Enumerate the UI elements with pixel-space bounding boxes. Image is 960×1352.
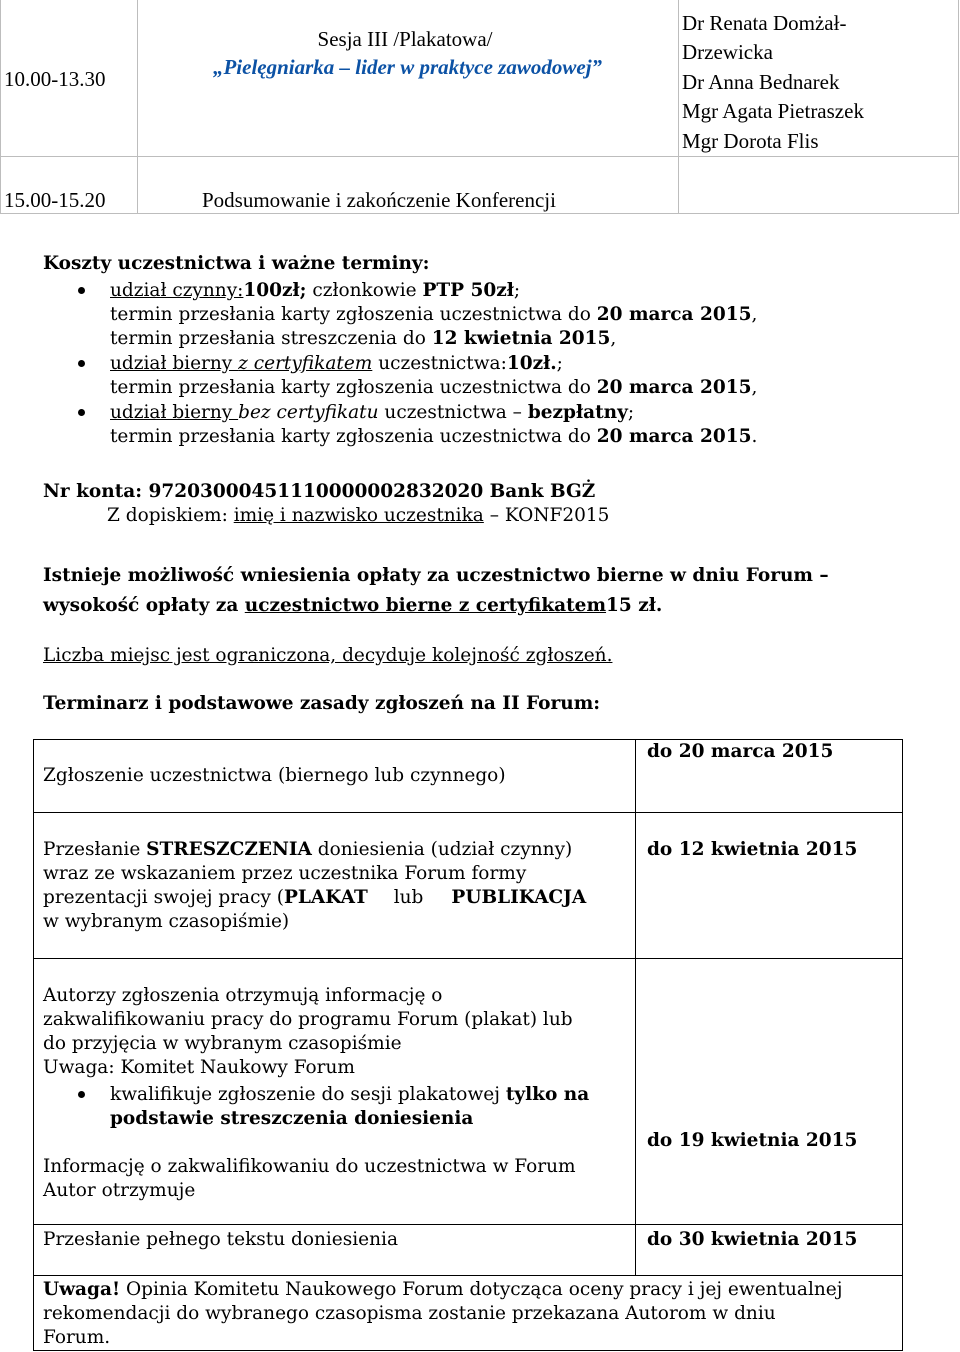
qualification-rule-2: podstawie streszczenia doniesienia: [110, 1108, 474, 1129]
cost-active-deadline-abstract: termin przesłania streszczenia do 12 kwietnia 2015,: [110, 328, 617, 349]
bullet-icon: [78, 1091, 85, 1098]
bullet-icon: [78, 360, 85, 367]
schedule-time-2: 15.00-15.20: [4, 188, 106, 212]
schedule-time-1: 10.00-13.30: [4, 67, 106, 91]
bullet-icon: [78, 287, 85, 294]
deadline-fulltext-date: do 30 kwietnia 2015: [647, 1229, 858, 1250]
limit-note: Liczba miejsc jest ograniczona, decyduje kolejność zgłoszeń.: [43, 645, 613, 666]
speaker-line: Dr Anna Bednarek: [682, 69, 840, 94]
schedule-speakers: [682, 9, 864, 156]
cost-passive-cert: udział bierny z certyfikatem uczestnictwa:10zł.;: [110, 353, 563, 374]
speaker-line: Mgr Dorota Flis: [682, 128, 819, 153]
deadline-qualification-text: Autorzy zgłoszenia otrzymują informację o zakwalifikowaniu pracy do programu Forum (plakat) lub do przyjęcia w wybranym czasopiśmie Uwaga: Komitet Naukowy Forum: [43, 985, 573, 1078]
account-note: Z dopiskiem: imię i nazwisko uczestnika – KONF2015: [107, 505, 610, 526]
schedule-session-subtitle: „Pielęgniarka – lider w praktyce zawodowej”: [212, 55, 603, 79]
forum-fee-line1: Istnieje możliwość wniesienia opłaty za uczestnictwo bierne w dniu Forum –: [43, 565, 829, 586]
deadline-registration-text: Zgłoszenie uczestnictwa (biernego lub czynnego): [43, 765, 506, 786]
cost-passive-cert-deadline: termin przesłania karty zgłoszenia uczestnictwa do 20 marca 2015,: [110, 377, 758, 398]
schedule-session-title: Sesja III /Plakatowa/: [317, 27, 493, 51]
cost-passive-free: udział bierny bez certyfikatu uczestnictwa – bezpłatny;: [110, 402, 635, 423]
opinion-note: Uwaga! Opinia Komitetu Naukowego Forum dotycząca oceny pracy i jej ewentualnej rekomendacji do wybranego czasopisma zostanie przekazana Autorom w dniu Forum.: [43, 1279, 843, 1348]
account-number: Nr konta: 97203000451110000002832020 Bank BGŻ: [43, 481, 596, 502]
schedule-closing-title: Podsumowanie i zakończenie Konferencji: [202, 188, 556, 212]
speaker-line: Drzewicka: [682, 40, 773, 65]
deadline-registration-date: do 20 marca 2015: [647, 741, 834, 762]
costs-heading: Koszty uczestnictwa i ważne terminy:: [43, 253, 430, 274]
deadline-qualification-date: do 19 kwietnia 2015: [647, 1130, 858, 1151]
bullet-icon: [78, 409, 85, 416]
deadline-abstract-text: Przesłanie STRESZCZENIA doniesienia (udział czynny) wraz ze wskazaniem przez uczestnika Forum formy prezentacji swojej pracy (PLAKAT lub PUBLIKACJA w wybranym czasopiśmie): [43, 839, 587, 932]
deadlines-heading: Terminarz i podstawowe zasady zgłoszeń na II Forum:: [43, 693, 601, 714]
deadline-qualification-note: Informację o zakwalifikowaniu do uczestnictwa w Forum Autor otrzymuje: [43, 1156, 576, 1201]
deadline-fulltext-text: Przesłanie pełnego tekstu doniesienia: [43, 1229, 398, 1250]
qualification-rule-1: kwalifikuje zgłoszenie do sesji plakatowej tylko na: [110, 1084, 590, 1105]
speaker-line: Dr Renata Domżał-: [682, 11, 847, 35]
cost-passive-free-deadline: termin przesłania karty zgłoszenia uczestnictwa do 20 marca 2015.: [110, 426, 758, 447]
cost-active-deadline-card: termin przesłania karty zgłoszenia uczestnictwa do 20 marca 2015,: [110, 304, 758, 325]
cost-active: udział czynny:100zł; członkowie PTP 50zł;: [110, 280, 521, 301]
deadline-abstract-date: do 12 kwietnia 2015: [647, 839, 858, 860]
forum-fee-line2: wysokość opłaty za uczestnictwo bierne z certyfikatem15 zł.: [43, 595, 663, 616]
speaker-line: Mgr Agata Pietraszek: [682, 99, 864, 124]
